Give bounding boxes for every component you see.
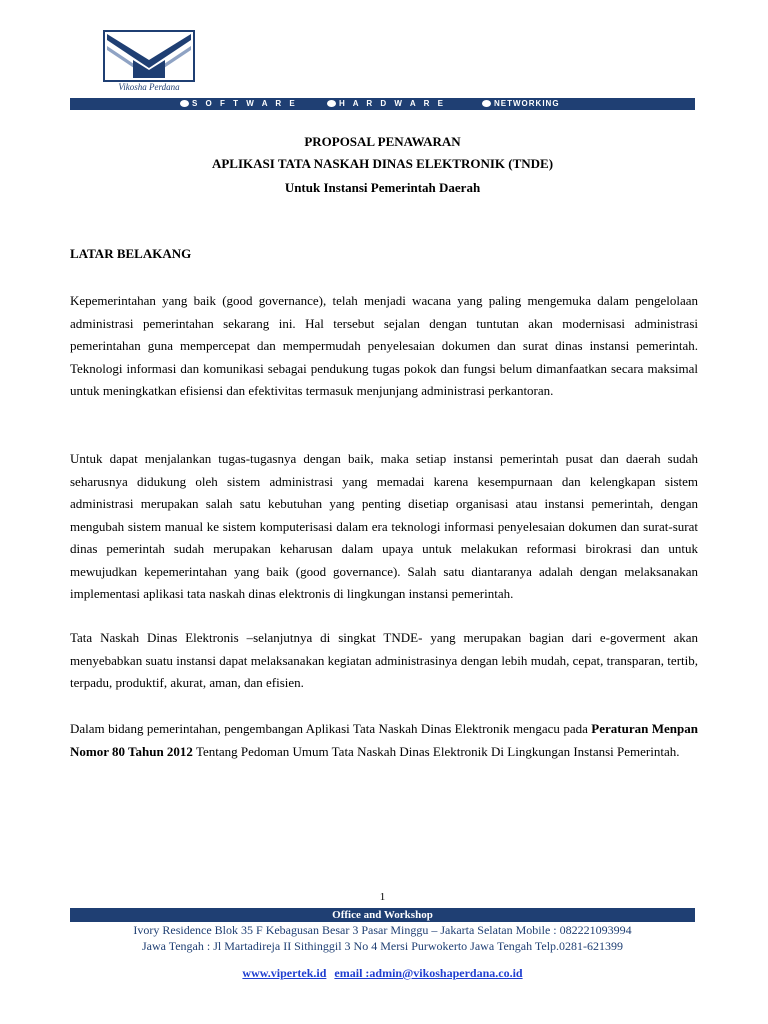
paragraph-2: Untuk dapat menjalankan tugas-tugasnya dengan baik, maka setiap instansi pemerintah pusat dan daerah sudah seharusnya didukung oleh sistem administrasi yang memadai karena kesempurnaan dan kelengkapan sistem administrasi merupakan salah satu kebutuhan yang penting disetiap organisasi atau instansi pemerintah, dengan mengubah sistem manual ke sistem komputerisasi dalam era teknologi informasi penyelesaian dokumen dan surat-surat dinas pemerintah sudah merupakan keharusan dalam upaya untuk melakukan reformasi birokrasi dan untuk mewujudkan kepemerintahan yang baik (good governance). Salah satu diantaranya adalah dengan melaksanakan implementasi aplikasi tata naskah dinas elektronis di lingkungan instansi pemerintah. — [70, 451, 698, 601]
bullet-icon — [180, 100, 189, 107]
nav-hardware-label: H A R D W A R E — [339, 99, 446, 108]
page-number: 1 — [379, 891, 386, 903]
document-target: Untuk Instansi Pemerintah Daerah — [284, 180, 481, 195]
regulation-reference: Peraturan Menpan Nomor 80 Tahun 2012 — [70, 721, 698, 759]
paragraph-1: Kepemerintahan yang baik (good governance), telah menjadi wacana yang paling mengemuka dalam pengelolaan administrasi pemerintahan sekarang ini. Hal tersebut sejalan dengan tuntutan akan modernisasi administrasi pemerintahan guna mempercepat dan mempermudah penyelesaian dokumen dan surat dinas instansi pemerintah. Teknologi informasi dan komunikasi sebagai pendukung tugas pokok dan fungsi belum dimanfaatkan secara maksimal untuk meningkatkan efisiensi dan efektivitas termasuk menjunjang administrasi perkantoran. — [70, 293, 698, 398]
contact-links — [70, 966, 695, 981]
office-label: Office and Workshop — [70, 908, 695, 922]
paragraph-4-intro: Dalam bidang pemerintahan, pengembangan Aplikasi Tata Naskah Dinas Elektronik mengacu pada — [70, 721, 592, 736]
nav-networking-label: NETWORKING — [494, 99, 560, 108]
email-link[interactable]: email :admin@vikoshaperdana.co.id — [334, 966, 523, 980]
document-subtitle: APLIKASI TATA NASKAH DINAS ELEKTRONIK (TNDE) — [211, 156, 554, 171]
header-bar — [70, 98, 695, 110]
address-line-1: Ivory Residence Blok 35 F Kebagusan Besar 3 Pasar Minggu – Jakarta Selatan Mobile : 082221093994 — [133, 923, 632, 937]
address-line-2: Jawa Tengah : Jl Martadireja II Sithinggil 3 No 4 Mersi Purwokerto Jawa Tengah Telp.0281-621399 — [141, 939, 624, 953]
company-logo — [103, 30, 195, 94]
bullet-icon — [327, 100, 336, 107]
nav-networking — [482, 98, 560, 110]
document-title: PROPOSAL PENAWARAN — [304, 134, 461, 149]
nav-software-label: S O F T W A R E — [192, 99, 298, 108]
bullet-icon — [482, 100, 491, 107]
paragraph-4 — [70, 718, 698, 763]
nav-software — [180, 98, 298, 110]
website-link[interactable]: www.vipertek.id — [242, 966, 327, 980]
nav-hardware — [327, 98, 446, 110]
logo-text: Vikosha Perdana — [118, 82, 180, 92]
paragraph-3: Tata Naskah Dinas Elektronis –selanjutnya di singkat TNDE- yang merupakan bagian dari e-goverment akan menyebabkan suatu instansi dapat melaksanakan kegiatan administrasinya dengan lebih mudah, cepat, transparan, tertib, terpadu, produktif, akurat, aman, dan efisien. — [70, 630, 698, 690]
logo-mark-icon — [103, 30, 195, 82]
section-heading: LATAR BELAKANG — [70, 246, 192, 261]
paragraph-4-rest: Tentang Pedoman Umum Tata Naskah Dinas Elektronik Di Lingkungan Instansi Pemerintah. — [192, 743, 680, 759]
